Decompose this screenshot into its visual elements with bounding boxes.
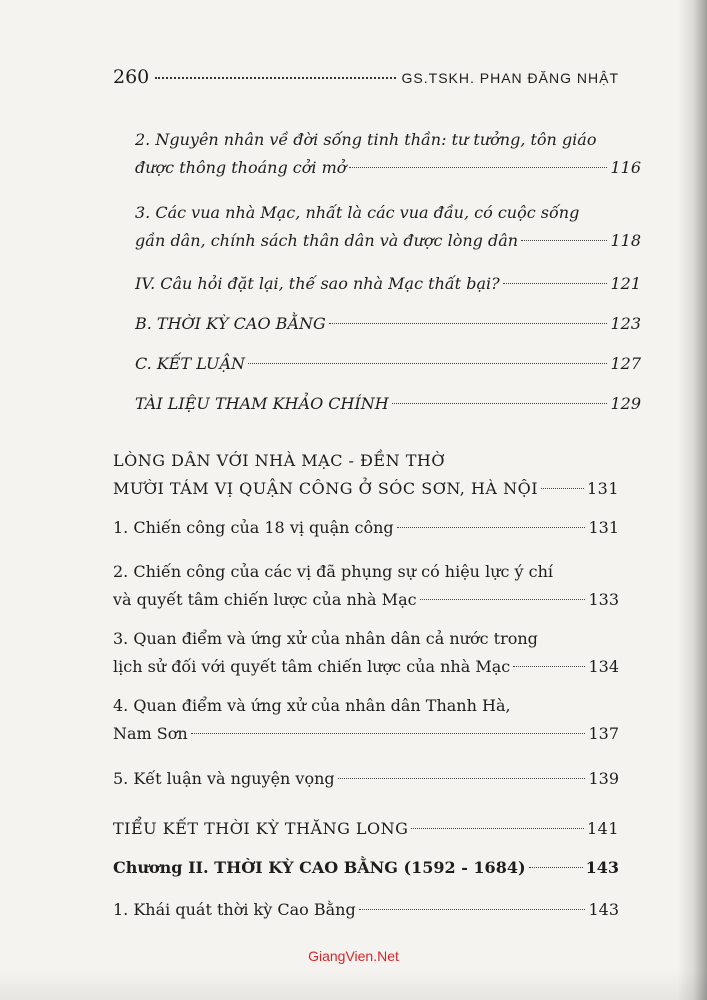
entry-text: 1. Khái quát thời kỳ Cao Bằng	[113, 900, 356, 919]
toc-section-entry[interactable]	[113, 447, 619, 503]
leader-dots	[411, 828, 584, 829]
running-header	[113, 66, 619, 96]
leader-dots	[349, 167, 607, 168]
page-number: 260	[113, 66, 150, 88]
entry-page: 131	[588, 518, 619, 537]
toc-entry[interactable]	[113, 199, 641, 255]
toc-entry[interactable]	[113, 310, 641, 338]
toc-chapter-entry[interactable]	[113, 854, 619, 882]
toc-entry[interactable]	[113, 558, 619, 614]
entry-text: 3. Các vua nhà Mạc, nhất là các vua đầu, có cuộc sống	[135, 203, 580, 222]
leader-dots	[392, 403, 608, 404]
toc-section-entry[interactable]	[113, 815, 619, 843]
entry-text: 1. Chiến công của 18 vị quận công	[113, 518, 394, 537]
leader-dots	[397, 527, 586, 528]
entry-page: 123	[610, 314, 641, 333]
toc-entry[interactable]	[113, 765, 619, 793]
toc-entry[interactable]	[113, 514, 619, 542]
entry-text: và quyết tâm chiến lược của nhà Mạc	[113, 590, 417, 609]
header-leader-dots	[155, 76, 395, 79]
leader-dots	[329, 323, 608, 324]
entry-text: 3. Quan điểm và ứng xử của nhân dân cả nước trong	[113, 629, 538, 648]
entry-page: 137	[588, 724, 619, 743]
entry-text: 4. Quan điểm và ứng xử của nhân dân Thanh Hà,	[113, 696, 511, 715]
entry-page: 139	[588, 769, 619, 788]
entry-text: C. KẾT LUẬN	[135, 354, 246, 373]
entry-text: Nam Sơn	[113, 724, 188, 743]
entry-page: 133	[588, 590, 619, 609]
entry-page: 131	[586, 479, 619, 498]
entry-text: TIỂU KẾT THỜI KỲ THĂNG LONG	[113, 819, 409, 838]
toc-entry[interactable]	[113, 692, 619, 748]
page-bottom-shadow	[0, 970, 707, 1000]
entry-page: 141	[586, 819, 619, 838]
leader-dots	[513, 666, 585, 667]
leader-dots	[529, 867, 583, 868]
entry-text: TÀI LIỆU THAM KHẢO CHÍNH	[135, 394, 389, 413]
toc-entry[interactable]	[113, 126, 641, 182]
entry-text: IV. Câu hỏi đặt lại, thế sao nhà Mạc thất bại?	[135, 274, 500, 293]
leader-dots	[541, 488, 584, 489]
watermark: GiangVien.Net	[308, 948, 399, 964]
leader-dots	[191, 733, 586, 734]
toc-entry[interactable]	[113, 896, 619, 924]
entry-text: lịch sử đối với quyết tâm chiến lược của nhà Mạc	[113, 657, 511, 676]
toc-entry[interactable]	[113, 390, 641, 418]
entry-page: 121	[610, 274, 641, 293]
entry-text: gần dân, chính sách thân dân và được lòng dân	[135, 231, 519, 250]
entry-text: Chương II. THỜI KỲ CAO BẰNG (1592 - 1684)	[113, 858, 526, 877]
leader-dots	[503, 283, 608, 284]
entry-text: được thông thoáng cởi mở	[135, 158, 347, 177]
entry-page: 118	[610, 231, 641, 250]
entry-text: 2. Chiến công của các vị đã phụng sự có hiệu lực ý chí	[113, 562, 554, 581]
toc-entry[interactable]	[113, 625, 619, 681]
entry-text: 2. Nguyên nhân về đời sống tinh thần: tư tưởng, tôn giáo	[135, 130, 597, 149]
entry-text: MƯỜI TÁM VỊ QUẬN CÔNG Ở SÓC SƠN, HÀ NỘI	[113, 479, 539, 498]
entry-text: 5. Kết luận và nguyện vọng	[113, 769, 335, 788]
entry-page: 116	[610, 158, 641, 177]
entry-page: 127	[610, 354, 641, 373]
toc-entry[interactable]	[113, 270, 641, 298]
entry-text: LÒNG DÂN VỚI NHÀ MẠC - ĐỀN THỜ	[113, 451, 445, 470]
toc-entry[interactable]	[113, 350, 641, 378]
entry-page: 143	[585, 858, 619, 877]
entry-text: B. THỜI KỲ CAO BẰNG	[135, 314, 326, 333]
leader-dots	[359, 909, 586, 910]
leader-dots	[420, 599, 586, 600]
entry-page: 129	[610, 394, 641, 413]
entry-page: 143	[588, 900, 619, 919]
leader-dots	[338, 778, 586, 779]
leader-dots	[521, 240, 607, 241]
leader-dots	[248, 363, 607, 364]
page-edge-shadow	[677, 0, 707, 1000]
entry-page: 134	[588, 657, 619, 676]
author-name: GS.TSKH. PHAN ĐĂNG NHẬT	[401, 70, 619, 86]
